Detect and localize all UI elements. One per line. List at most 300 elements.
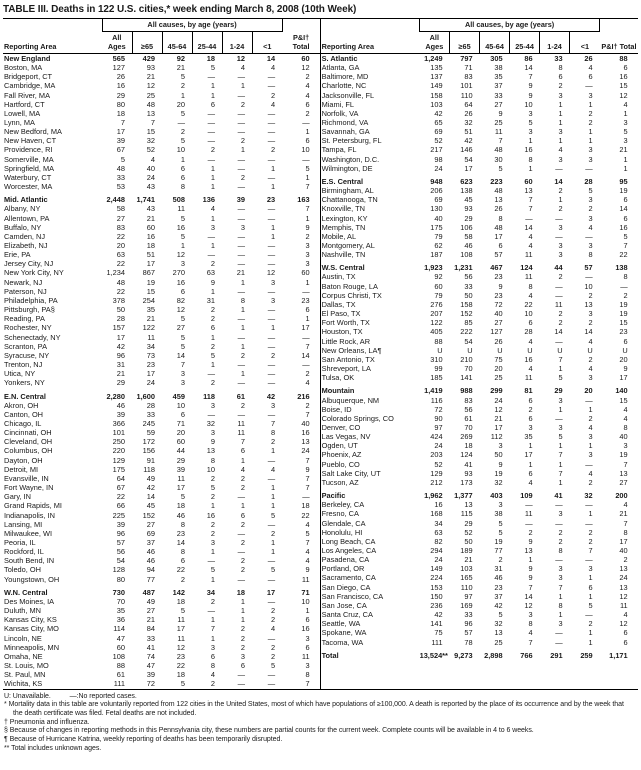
- value-cell: 1: [210, 182, 215, 192]
- reporting-area-cell: Gary, IN: [4, 492, 31, 502]
- value-cell: 175: [430, 222, 443, 232]
- value-cell: 92: [176, 53, 185, 63]
- value-cell: 5: [498, 518, 503, 528]
- value-cell: 1: [528, 136, 533, 146]
- col-header-reporting-area: Reporting Area: [321, 19, 420, 54]
- value-cell: 50: [464, 536, 473, 546]
- table-row: [3, 597, 320, 606]
- value-cell: 88: [619, 53, 628, 63]
- value-cell: 6: [180, 556, 185, 566]
- table-row: [3, 643, 320, 652]
- value-cell: 116: [430, 395, 443, 405]
- value-cell: 1: [210, 286, 215, 296]
- footnotes: [3, 690, 638, 754]
- value-cell: 15: [619, 81, 628, 91]
- value-cell: 11: [524, 272, 533, 282]
- value-cell: 1: [558, 117, 563, 127]
- reporting-area-cell: Phoenix, AZ: [321, 450, 362, 460]
- value-cell: 14: [266, 53, 276, 63]
- value-cell: 27: [146, 606, 155, 616]
- value-cell: 5: [210, 350, 215, 360]
- value-cell: 15: [619, 395, 628, 405]
- value-cell: 4: [210, 204, 215, 214]
- reporting-area-cell: Newark, NJ: [4, 277, 43, 287]
- value-cell: 27: [146, 519, 155, 529]
- reporting-area-cell: E.S. Central: [321, 176, 364, 186]
- value-cell: 88: [434, 336, 443, 346]
- deaths-table-right: [321, 18, 638, 660]
- table-row: [3, 437, 320, 446]
- reporting-area-cell: Albuquerque, NM: [321, 395, 380, 405]
- value-cell: 366: [112, 418, 125, 428]
- value-cell: 17: [524, 450, 533, 460]
- value-cell: 2,898: [484, 650, 503, 660]
- value-cell: —: [267, 127, 276, 137]
- value-cell: 4: [150, 154, 155, 164]
- value-cell: 35: [494, 72, 503, 82]
- value-cell: 71: [176, 418, 185, 428]
- value-cell: 12: [236, 53, 245, 63]
- value-cell: 1: [240, 277, 245, 287]
- table-row: [3, 250, 320, 259]
- value-cell: 6: [240, 446, 245, 456]
- value-cell: 20: [494, 364, 503, 374]
- value-cell: 4: [623, 500, 628, 510]
- value-cell: 14: [176, 350, 185, 360]
- value-cell: 3: [588, 195, 593, 205]
- value-cell: 1: [270, 547, 276, 557]
- reporting-area-cell: Cleveland, OH: [4, 437, 53, 447]
- reporting-area-cell: Waterbury, CT: [4, 172, 52, 182]
- reporting-area-cell: Canton, OH: [4, 409, 44, 419]
- table-row: [3, 624, 320, 633]
- value-cell: 2: [210, 473, 215, 483]
- value-cell: 36: [116, 615, 125, 625]
- value-cell: 2: [270, 642, 276, 652]
- value-cell: 49: [146, 473, 155, 483]
- value-cell: 2: [240, 565, 245, 575]
- col-header-ge65: ≥65: [132, 32, 162, 54]
- reporting-area-cell: New York City, NY: [4, 268, 64, 278]
- reporting-area-cell: Lexington, KY: [321, 213, 368, 223]
- value-cell: 3: [210, 538, 215, 548]
- value-cell: 115: [460, 509, 473, 519]
- value-cell: 3: [180, 378, 185, 388]
- table-row: [321, 164, 638, 173]
- reporting-area-cell: Tucson, AZ: [321, 477, 359, 487]
- value-cell: 8: [588, 250, 593, 260]
- reporting-area-cell: Wilmington, DE: [321, 163, 373, 173]
- value-cell: 23: [176, 528, 185, 538]
- value-cell: 254: [142, 295, 155, 305]
- value-cell: 3: [558, 619, 563, 629]
- value-cell: 34: [434, 518, 443, 528]
- table-row: [3, 474, 320, 483]
- value-cell: 1: [180, 241, 185, 251]
- value-cell: 1,741: [136, 195, 155, 205]
- value-cell: 64: [464, 99, 473, 109]
- table-row: [3, 410, 320, 419]
- value-cell: 2: [240, 624, 245, 634]
- table-row: [321, 81, 638, 90]
- value-cell: 28: [146, 400, 155, 410]
- value-cell: 27: [494, 318, 503, 328]
- value-cell: 18: [176, 501, 185, 511]
- value-cell: 1: [240, 369, 245, 379]
- reporting-area-cell: New Bedford, MA: [4, 127, 62, 137]
- value-cell: —: [237, 547, 245, 557]
- reporting-area-cell: Allentown, PA: [4, 213, 50, 223]
- value-cell: 29: [554, 386, 563, 396]
- value-cell: 46: [116, 400, 125, 410]
- value-cell: 53: [116, 182, 125, 192]
- value-cell: 5: [210, 565, 215, 575]
- value-cell: 38: [494, 63, 503, 73]
- table-row: [321, 592, 638, 601]
- value-cell: 46: [176, 510, 185, 520]
- table-row: [3, 278, 320, 287]
- value-cell: 141: [430, 619, 443, 629]
- value-cell: 12: [619, 90, 628, 100]
- table-row: [3, 296, 320, 305]
- value-cell: —: [620, 281, 628, 291]
- value-cell: 112: [490, 432, 503, 442]
- value-cell: 1: [210, 163, 215, 173]
- value-cell: 138: [615, 263, 628, 273]
- value-cell: 2: [558, 81, 563, 91]
- value-cell: 43: [146, 182, 155, 192]
- value-cell: 5: [120, 154, 125, 164]
- table-row: [3, 520, 320, 529]
- value-cell: —: [237, 250, 245, 260]
- value-cell: 1: [558, 364, 563, 374]
- value-cell: 7: [498, 136, 503, 146]
- value-cell: 3: [270, 277, 276, 287]
- value-cell: 291: [550, 650, 563, 660]
- value-cell: 11: [147, 332, 155, 342]
- value-cell: —: [585, 610, 593, 620]
- value-cell: —: [302, 332, 310, 342]
- value-cell: —: [267, 574, 276, 584]
- value-cell: 1: [588, 628, 593, 638]
- value-cell: 172: [142, 437, 155, 447]
- value-cell: 11: [177, 204, 185, 214]
- value-cell: 18: [236, 587, 245, 597]
- value-cell: 39: [236, 195, 245, 205]
- value-cell: 3: [210, 642, 215, 652]
- reporting-area-cell: Utica, NY: [4, 369, 36, 379]
- table-row: [321, 460, 638, 469]
- value-cell: 11: [177, 615, 185, 625]
- value-cell: 22: [176, 661, 185, 671]
- footnote-section: § Because of changes in reporting methods in this Pennsylvania city, these numbers are partial counts for the current week. Complete counts will be available in 4 to 6 weeks.: [4, 727, 534, 735]
- value-cell: 24: [494, 395, 503, 405]
- value-cell: 223: [490, 176, 503, 186]
- value-cell: 5: [180, 108, 185, 118]
- value-cell: 1: [240, 606, 245, 616]
- value-cell: 60: [301, 53, 310, 63]
- value-cell: —: [267, 117, 276, 127]
- table-row: [321, 282, 638, 291]
- value-cell: 69: [434, 195, 443, 205]
- table-row: [321, 186, 638, 195]
- value-cell: 1: [528, 441, 533, 451]
- value-cell: 28: [584, 176, 593, 186]
- value-cell: 1: [240, 323, 245, 333]
- col-header-lt1: <1: [252, 32, 282, 54]
- value-cell: 2: [210, 305, 215, 315]
- reporting-area-cell: Savannah, GA: [321, 127, 370, 137]
- table-row: [3, 333, 320, 342]
- value-cell: 508: [172, 195, 185, 205]
- value-cell: 7: [150, 117, 155, 127]
- value-cell: 6: [623, 63, 628, 73]
- value-cell: 6: [180, 409, 185, 419]
- value-cell: 9: [528, 536, 533, 546]
- value-cell: 1: [240, 341, 245, 351]
- value-cell: —: [267, 341, 276, 351]
- value-cell: 4: [270, 464, 276, 474]
- col-header-lt1: <1: [570, 32, 600, 54]
- value-cell: —: [237, 204, 245, 214]
- value-cell: 9: [498, 281, 503, 291]
- value-cell: 3: [558, 509, 563, 519]
- value-cell: 2: [588, 527, 593, 537]
- table-row: [3, 446, 320, 455]
- value-cell: 13: [619, 468, 628, 478]
- value-cell: 21: [176, 63, 185, 73]
- table-row: [3, 606, 320, 615]
- value-cell: 25: [494, 373, 503, 383]
- value-cell: 424: [430, 432, 443, 442]
- value-cell: 39: [146, 670, 155, 680]
- reporting-area-cell: Houston, TX: [321, 327, 363, 337]
- reporting-area-cell: Charlotte, NC: [321, 81, 367, 91]
- value-cell: 2: [558, 186, 563, 196]
- value-cell: 3: [305, 250, 310, 260]
- value-cell: —: [267, 286, 276, 296]
- value-cell: 8: [210, 661, 215, 671]
- value-cell: 1,234: [106, 268, 125, 278]
- value-cell: 5: [558, 373, 563, 383]
- table-row: [3, 314, 320, 323]
- table-row: [3, 109, 320, 118]
- table-row: [3, 661, 320, 670]
- value-cell: 3: [240, 222, 245, 232]
- table-row: [321, 109, 638, 118]
- value-cell: —: [267, 259, 276, 269]
- value-cell: 2: [240, 633, 245, 643]
- value-cell: 2: [180, 127, 185, 137]
- value-cell: 69: [146, 528, 155, 538]
- value-cell: 5: [305, 528, 310, 538]
- value-cell: 23: [176, 651, 185, 661]
- value-cell: 150: [430, 591, 443, 601]
- value-cell: 16: [619, 72, 628, 82]
- value-cell: 46: [494, 573, 503, 583]
- value-cell: 82: [176, 295, 185, 305]
- value-cell: 2: [558, 536, 563, 546]
- value-cell: 17: [494, 422, 503, 432]
- table-row: [321, 155, 638, 164]
- value-cell: 13: [494, 195, 503, 205]
- footnote-legend: U: Unavailable. —:No reported cases.: [4, 692, 137, 700]
- value-cell: 1: [210, 501, 215, 511]
- value-cell: 225: [112, 510, 125, 520]
- table-row: [3, 529, 320, 538]
- value-cell: 797: [460, 53, 473, 63]
- value-cell: 20: [176, 428, 185, 438]
- table-row: [3, 369, 320, 378]
- value-cell: 175: [112, 464, 125, 474]
- value-cell: 16: [434, 500, 443, 510]
- value-cell: 60: [524, 176, 533, 186]
- value-cell: 94: [146, 565, 155, 575]
- value-cell: 42: [146, 483, 155, 493]
- value-cell: 83: [464, 72, 473, 82]
- reporting-area-cell: Jacksonville, FL: [321, 90, 375, 100]
- value-cell: 216: [297, 391, 310, 401]
- reporting-area-cell: Syracuse, NY: [4, 350, 50, 360]
- value-cell: 5: [498, 610, 503, 620]
- value-cell: 8: [528, 154, 533, 164]
- reporting-area-cell: Detroit, MI: [4, 464, 39, 474]
- value-cell: 1: [210, 360, 215, 370]
- value-cell: 77: [494, 546, 503, 556]
- value-cell: 3: [558, 222, 563, 232]
- value-cell: 17: [146, 369, 155, 379]
- value-cell: 10: [301, 145, 310, 155]
- value-cell: —: [525, 500, 533, 510]
- table-row: [3, 538, 320, 547]
- table-row: [3, 351, 320, 360]
- value-cell: —: [302, 117, 310, 127]
- value-cell: 103: [430, 99, 443, 109]
- value-cell: 60: [176, 437, 185, 447]
- value-cell: 2: [588, 413, 593, 423]
- value-cell: 3: [623, 136, 628, 146]
- value-cell: 1: [588, 136, 593, 146]
- table-row: [3, 342, 320, 351]
- value-cell: 5: [180, 606, 185, 616]
- table-row: [3, 323, 320, 332]
- value-cell: 185: [430, 373, 443, 383]
- value-cell: 4: [270, 99, 276, 109]
- value-cell: 6: [305, 642, 310, 652]
- value-cell: 4: [623, 404, 628, 414]
- value-cell: —: [237, 108, 245, 118]
- value-cell: 3: [270, 295, 276, 305]
- value-cell: 158: [460, 299, 473, 309]
- value-cell: 74: [146, 651, 155, 661]
- value-cell: 32: [494, 477, 503, 487]
- reporting-area-cell: Elizabeth, NJ: [4, 241, 48, 251]
- value-cell: —: [585, 518, 593, 528]
- value-cell: 17: [266, 587, 276, 597]
- value-cell: 6: [588, 582, 593, 592]
- reporting-area-cell: Columbus, OH: [4, 446, 53, 456]
- reporting-area-cell: New Orleans, LA¶: [321, 345, 382, 355]
- value-cell: 103: [460, 564, 473, 574]
- value-cell: 124: [460, 450, 473, 460]
- value-cell: 21: [146, 213, 155, 223]
- value-cell: 2: [270, 651, 276, 661]
- value-cell: 11: [301, 574, 310, 584]
- value-cell: 51: [464, 127, 473, 137]
- value-cell: 5: [180, 314, 185, 324]
- value-cell: 22: [176, 565, 185, 575]
- value-cell: —: [237, 670, 245, 680]
- reporting-area-cell: Hartford, CT: [4, 99, 45, 109]
- value-cell: 146: [460, 145, 473, 155]
- value-cell: 149: [430, 564, 443, 574]
- reporting-area-cell: Rochester, NY: [4, 323, 52, 333]
- table-row: [321, 204, 638, 213]
- value-cell: —: [207, 369, 215, 379]
- value-cell: 60: [146, 222, 155, 232]
- table-row: [3, 136, 320, 145]
- value-cell: —: [207, 556, 215, 566]
- value-cell: 4: [588, 468, 593, 478]
- value-cell: 7: [305, 483, 310, 493]
- value-cell: —: [267, 305, 276, 315]
- value-cell: 42: [464, 136, 473, 146]
- value-cell: 39: [116, 409, 125, 419]
- table-row: [321, 223, 638, 232]
- value-cell: 57: [584, 263, 593, 273]
- reporting-area-cell: Minneapolis, MN: [4, 642, 60, 652]
- group-header-all-causes: All causes, by age (years): [420, 19, 600, 32]
- value-cell: 54: [464, 154, 473, 164]
- value-cell: 7: [528, 195, 533, 205]
- reporting-area-cell: Pasadena, CA: [321, 555, 370, 565]
- value-cell: 101: [460, 81, 473, 91]
- region-row: [3, 53, 320, 63]
- value-cell: 2: [305, 231, 310, 241]
- value-cell: 4: [623, 610, 628, 620]
- value-cell: 2: [270, 350, 276, 360]
- value-cell: 14: [554, 327, 563, 337]
- value-cell: 1: [210, 547, 215, 557]
- value-cell: 3: [498, 500, 503, 510]
- value-cell: 17: [146, 259, 155, 269]
- value-cell: 18: [176, 596, 185, 606]
- value-cell: 58: [116, 204, 125, 214]
- value-cell: 1: [270, 182, 276, 192]
- reporting-area-cell: Somerville, MA: [4, 154, 54, 164]
- value-cell: —: [555, 213, 563, 223]
- reporting-area-cell: Dayton, OH: [4, 455, 43, 465]
- table-row: [321, 291, 638, 300]
- value-cell: 276: [430, 299, 443, 309]
- value-cell: —: [267, 213, 276, 223]
- value-cell: 15: [146, 127, 155, 137]
- value-cell: 21: [146, 314, 155, 324]
- value-cell: 10: [176, 145, 185, 155]
- value-cell: 3: [240, 651, 245, 661]
- value-cell: 1: [588, 404, 593, 414]
- value-cell: 3: [588, 154, 593, 164]
- value-cell: 1,231: [454, 263, 473, 273]
- value-cell: 210: [460, 354, 473, 364]
- value-cell: 2: [240, 642, 245, 652]
- table-row: [321, 441, 638, 450]
- value-cell: 4: [240, 464, 245, 474]
- value-cell: 16: [176, 277, 185, 287]
- value-cell: —: [237, 213, 245, 223]
- value-cell: 487: [142, 587, 155, 597]
- value-cell: 16: [301, 624, 310, 634]
